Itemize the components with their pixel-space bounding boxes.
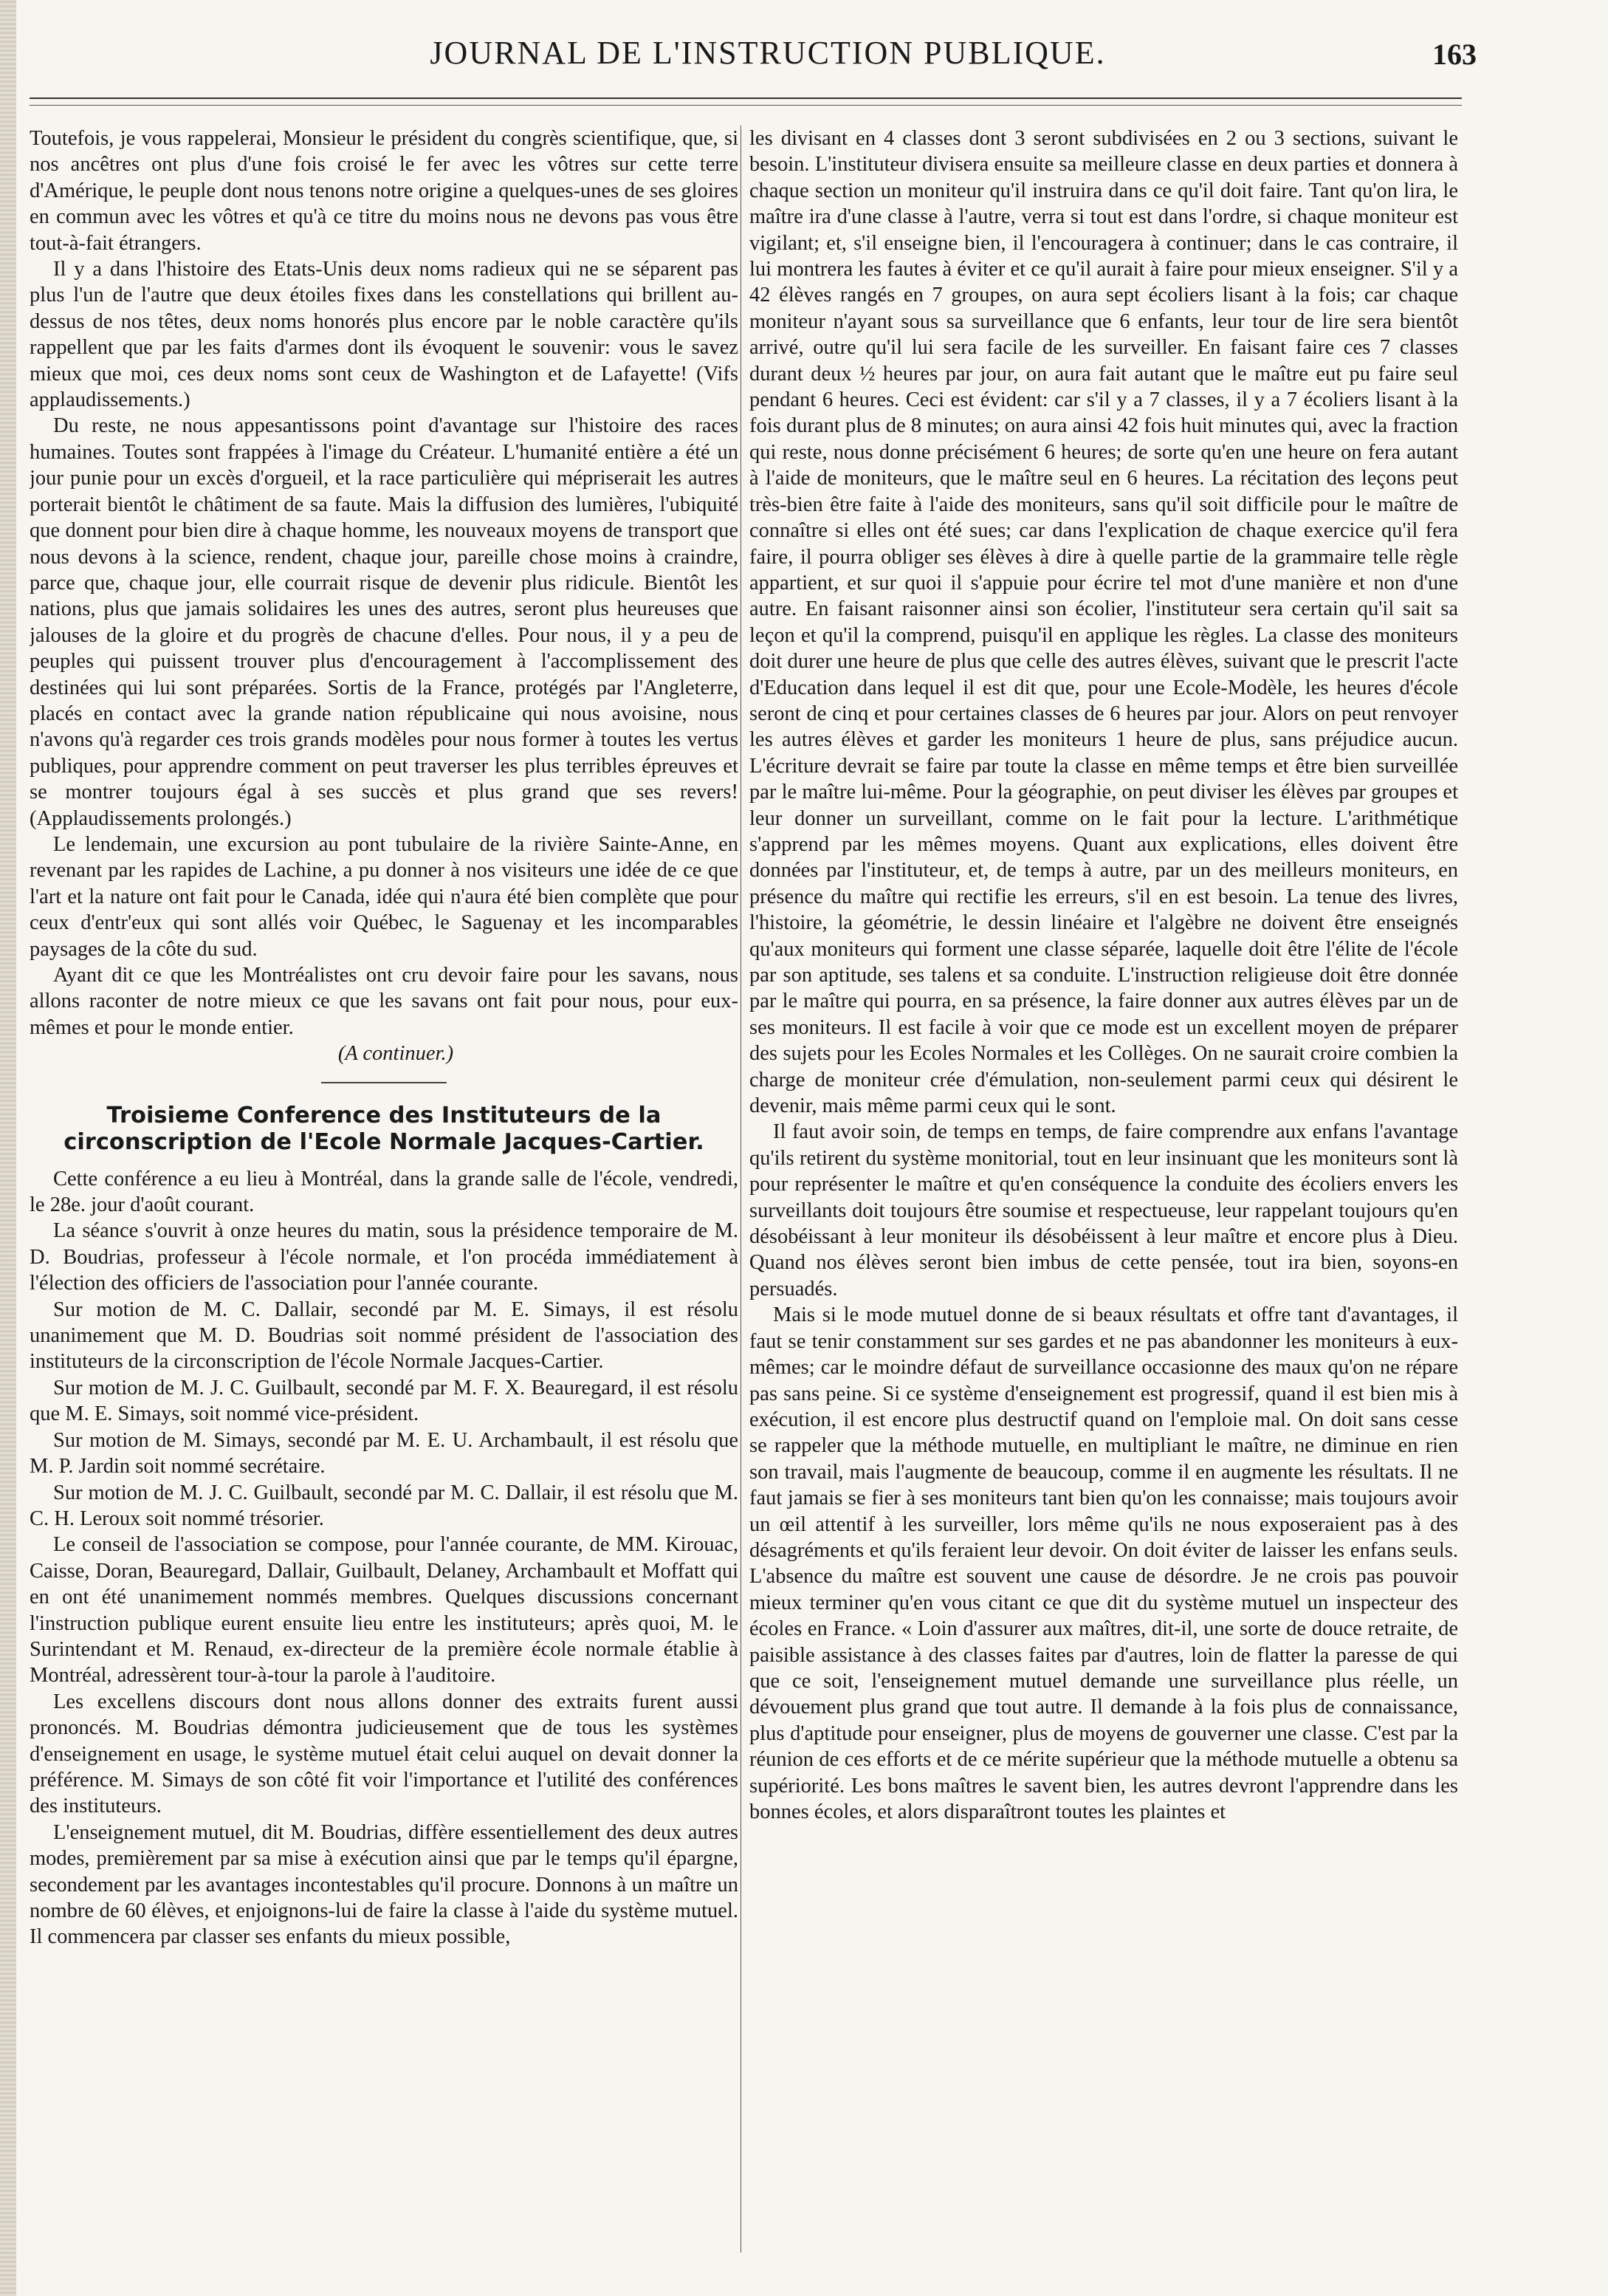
page-header (30, 30, 1477, 81)
paragraph: Mais si le mode mutuel donne de si beaux résultats et offre tant d'avantages, il faut se tenir constamment sur ses gardes et ne pas abandonner les moniteurs à eux-mêmes; car le moindre défaut de surveillance occasionne des maux qu'on ne répare pas sans peine. Si ce système d'enseignement est progressif, quand il est bien mis à exécution, il est encore plus destructif quand on l'emploie mal. On doit sans cesse se rappeler que la méthode mutuelle, en multipliant le maître, ne diminue en rien son travail, mais l'augmente de beaucoup, comme il en augmente les résultats. Il ne faut jamais se fier à ses moniteurs tant bien qu'on les connaisse; mais toujours avoir un œil attentif à les surveiller, lors même qu'ils ne nous exposeraient pas à des désagréments et qu'ils feraient leur devoir. On doit éviter de laisser les enfans seuls. L'absence du maître est souvent une cause de désordre. Je ne crois pas pouvoir mieux terminer qu'en vous citant ce que dit du système mutuel un inspecteur des écoles en France. « Loin d'assurer aux maîtres, dit-il, une sorte de douce retraite, de paisible assistance à des classes faites par d'autres, loin de flatter la paresse de qui que ce soit, l'enseignement mutuel demande une surveillance plus réelle, un dévouement plus grand que tout autre. Il demande à la fois plus de connaissance, plus d'aptitude pour enseigner, plus de moyens de gouverner une classe. C'est par la réunion de ces efforts et de ce mérite supérieur que la méthode mutuelle a obtenu sa supériorité. Les bons maîtres le savent bien, les autres devront l'apprendre dans les bonnes écoles, et alors disparaîtront toutes les plaintes et (749, 1303, 1458, 1823)
paragraph: Sur motion de M. J. C. Guilbault, secondé par M. F. X. Beauregard, il est résolu que M. E. Simays, soit nommé vice-président. (30, 1376, 738, 1426)
paragraph: Du reste, ne nous appesantissons point d'avantage sur l'histoire des races humaines. Toutes sont frappées à l'image du Créateur. L'humanité entière a été un jour punie pour un excès d'orgueil, et la race particulière qui mépriserait les autres porterait bientôt le châtiment de sa faute. Mais la diffusion des lumières, l'ubiquité que donnent pour bien dire à chaque homme, les nouveaux moyens de transport que nous devons à la science, rendent, chaque jour, pareille chose moins à craindre, parce que, chaque jour, elle courrait risque de devenir plus ridicule. Bientôt les nations, plus que jamais solidaires les unes des autres, seront plus heureuses que jalouses de la gloire et du progrès de chacune d'elles. Pour nous, il y a peu de peuples qui puissent trouver plus d'encouragement à l'accomplissement des destinées qui lui sont préparées. Sortis de la France, protégés par l'Angleterre, placés en contact avec la grande nation républicaine qui nous avoisine, nous n'avons qu'à regarder ces trois grands modèles pour nous former à toutes les vertus publiques, pour apprendre comment on peut traverser les plus terribles épreuves et se montrer toujours égal à ses succès et plus grand que ses revers! (Applaudissements prolongés.) (30, 414, 738, 830)
paragraph: Le conseil de l'association se compose, pour l'année courante, de MM. Kirouac, Caisse, Doran, Beauregard, Dallair, Guilbault, Delaney, Archambault et Moffatt qui en ont été unanimement nommés membres. Quelques discussions concernant l'instruction publique eurent ensuite lieu entre les instituteurs; après quoi, M. le Surintendant et M. Renaud, ex-directeur de la première école normale établie à Montréal, adressèrent tour-à-tour la parole à l'auditoire. (30, 1533, 738, 1687)
paragraph: Il y a dans l'histoire des Etats-Unis deux noms radieux qui ne se séparent pas plus l'un de l'autre que deux étoiles fixes dans les constellations qui brillent au-dessus de nos têtes, deux noms honorés plus encore par le noble caractère qu'ils rappellent que par les faits d'armes dont ils évoquent le souvenir: vous le savez mieux que moi, ces deux noms sont ceux de Washington et de Lafayette! (Vifs applaudissements.) (30, 258, 738, 412)
paragraph: Ayant dit ce que les Montréalistes ont cru devoir faire pour les savans, nous allons raconter de notre mieux ce que les savans ont fait pour nous, pour eux-mêmes et pour le monde entier. (30, 964, 738, 1039)
paragraph: L'enseignement mutuel, dit M. Boudrias, diffère essentiellement des deux autres modes, premièrement par sa mise à exécution ainsi que par le temps qu'il épargne, secondement par les avantages incontestables qu'il procure. Donnons à un maître un nombre de 60 élèves, et enjoignons-lui de faire la classe à l'aide du système mutuel. Il commencera par classer ses enfants du mieux possible, (30, 1820, 738, 1949)
paragraph: Sur motion de M. J. C. Guilbault, secondé par M. C. Dallair, il est résolu que M. C. H. Leroux soit nommé trésorier. (30, 1481, 738, 1530)
paragraph: Le lendemain, une excursion au pont tubulaire de la rivière Sainte-Anne, en revenant par les rapides de Lachine, a pu donner à nos visiteurs une idée de ce que l'art et la nature ont fait pour le Canada, idée qui n'aura été bien complète que pour ceux d'entr'eux qui sont allés voir Québec, le Saguenay et les incomparables paysages de la côte du sud. (30, 832, 738, 961)
running-title: JOURNAL DE L'INSTRUCTION PUBLIQUE. (430, 35, 1106, 71)
right-column (749, 126, 1458, 2267)
paragraph: Sur motion de M. Simays, secondé par M. E. U. Archambault, il est résolu que M. P. Jardin soit nommé secrétaire. (30, 1428, 738, 1478)
paragraph: La séance s'ouvrit à onze heures du matin, sous la présidence temporaire de M. D. Boudrias, professeur à l'école normale, et l'on procéda immédiatement à l'élection des officiers de l'association pour l'année courante. (30, 1219, 738, 1295)
header-rule (30, 97, 1462, 106)
paragraph: Il faut avoir soin, de temps en temps, de faire comprendre aux enfans l'avantage qu'ils retirent du système monitorial, tout en leur insinuant que les moniteurs sont là pour représenter le maître et qu'en conséquence la conduite des écoliers envers les surveillants doit toujours être soumise et respectueuse, leur rappelant toujours qu'en désobéissant à leur moniteur ils désobéissent à leur maître et encore plus à Dieu. Quand nos élèves seront bien imbus de cette pensée, tout ira bien, soyons-en persuadés. (749, 1120, 1458, 1301)
paragraph: Les excellens discours dont nous allons donner des extraits furent aussi prononcés. M. Boudrias démontra judicieusement que de tous les systèmes d'enseignement en usage, le système mutuel était celui auquel on devait donner la préférence. M. Simays de son côté fit voir l'importance et l'utilité des conférences des instituteurs. (30, 1690, 738, 1818)
section-separator (321, 1082, 447, 1083)
paragraph: Cette conférence a eu lieu à Montréal, dans la grande salle de l'école, vendredi, le 28e. jour d'août courant. (30, 1167, 738, 1217)
page-binding-edge (0, 0, 16, 2296)
section-title: Troisieme Conference des Instituteurs de la circonscription de l'Ecole Normale Jacques-Cartier. (63, 1102, 704, 1155)
paragraph: Toutefois, je vous rappelerai, Monsieur le président du congrès scientifique, que, si nos ancêtres ont plus d'une fois croisé le fer avec les vôtres sur cette terre d'Amérique, le peuple dont nous tenons notre origine a quelques-unes de ses gloires en commun avec les vôtres et qu'à ce titre du moins nous ne devons pas vous être tout-à-fait étrangers. (30, 127, 738, 255)
left-column (30, 126, 738, 2267)
continuation-note: (A continuer.) (337, 1042, 454, 1066)
paragraph: Sur motion de M. C. Dallair, secondé par M. E. Simays, il est résolu unanimement que M. D. Boudrias soit nommé président de l'association des instituteurs de la circonscription de l'école Normale Jacques-Cartier. (30, 1298, 738, 1374)
page-number: 163 (1432, 38, 1477, 71)
paragraph: les divisant en 4 classes dont 3 seront subdivisées en 2 ou 3 sections, suivant le besoin. L'instituteur divisera ensuite sa meilleure classe en deux parties et donnera à chaque section un moniteur qu'il instruira dans ce qu'il doit faire. Tant qu'on lira, le maître ira d'une classe à l'autre, verra si tout est dans l'ordre, si chaque moniteur est vigilant; et, s'il enseigne bien, il l'encouragera à continuer; dans le cas contraire, il lui montrera les fautes à éviter et ce qu'il aurait à faire pour mieux enseigner. S'il y a 42 élèves rangés en 7 groupes, on aura sept écoliers lisant à la fois; car chaque moniteur n'ayant sous sa surveillance que 6 enfants, leur tour de lire sera bientôt arrivé, outre qu'il lui sera facile de les surveiller. En faisant faire ces 7 classes durant deux ½ heures par jour, on aura fait autant que le maître eut pu faire seul pendant 6 heures. Ceci est évident: car s'il y a 7 classes, il y a 7 écoliers lisant à la fois durant plus de 8 minutes; on aura ainsi 42 fois huit minutes qui, avec la fraction qui reste, nous donne précisément 6 heures; de sorte qu'en une heure on fera autant à l'aide de moniteurs, que le maître seul en 6 heures. La récitation des leçons peut très-bien être faite à l'aide des moniteurs, sans qu'il soit difficile pour le maître de connaître si elles ont été sues; car dans l'explication de chaque exercice qu'il fera faire, il pourra obliger ses élèves à dire à quelle partie de la grammaire telle règle appartient, et sur quoi il s'appuie pour écrire tel mot d'une manière et non d'une autre. En faisant raisonner ainsi son écolier, l'instituteur sera certain qu'il sait sa leçon et qu'il la comprend, puisqu'il en applique les règles. La classe des moniteurs doit durer une heure de plus que celle des autres élèves, suivant que le prescrit l'acte d'Education dans lequel il est dit que, pour une Ecole-Modèle, les heures d'école seront de cinq et pour certaines classes de 6 heures par jour. Alors on peut renvoyer les autres élèves et garder les moniteurs 1 heure de plus, sans préjudice aucun. L'écriture devrait se faire par toute la classe en même temps et être bien surveillée par le maître lui-même. Pour la géographie, on peut diviser les élèves par groupes et leur donner un surveillant, comme on le fait pour la lecture. L'arithmétique s'apprend par les mêmes moyens. Quant aux explications, elles doivent être données par l'instituteur, et, de temps à autre, par un des meilleurs moniteurs, en présence du maître qui rectifie les erreurs, s'il en est besoin. La tenue des livres, l'histoire, la géométrie, le dessin linéaire et l'algèbre ne doivent être enseignés qu'aux moniteurs qui forment une classe séparée, laquelle doit être l'élite de l'école par son aptitude, ses talens et sa conduite. L'instruction religieuse doit être donnée par le maître qui pourra, en sa présence, la faire donner aux autres élèves par un de ses moniteurs. Il est facile à voir que ce mode est un excellent moyen de préparer des sujets pour les Ecoles Normales et les Collèges. On ne saurait croire combien la charge de moniteur crée d'émulation, non-seulement parmi ceux qui désirent le devenir, mais même parmi ceux qui le sont. (749, 127, 1458, 1118)
